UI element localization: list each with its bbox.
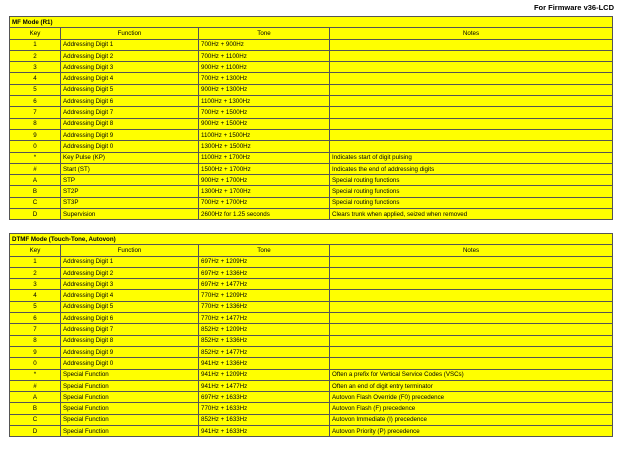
- mf-table-title: MF Mode (R1): [10, 17, 613, 28]
- table-row: [10, 392, 613, 403]
- tone-cell: 900Hz + 1500Hz: [199, 118, 330, 129]
- notes-cell: Indicates the end of addressing digits: [330, 163, 613, 174]
- notes-cell: Autovon Immediate (I) precedence: [330, 414, 613, 425]
- function-cell: Addressing Digit 1: [61, 39, 199, 50]
- table-row: [10, 301, 613, 312]
- key-cell: 8: [10, 118, 61, 129]
- notes-cell: [330, 301, 613, 312]
- function-cell: Addressing Digit 0: [61, 358, 199, 369]
- notes-cell: [330, 50, 613, 61]
- column-header-function: Function: [61, 245, 199, 256]
- function-cell: Addressing Digit 7: [61, 324, 199, 335]
- function-cell: Addressing Digit 6: [61, 96, 199, 107]
- function-cell: Addressing Digit 4: [61, 290, 199, 301]
- table-row: [10, 414, 613, 425]
- column-header-tone: Tone: [199, 28, 330, 39]
- notes-cell: [330, 107, 613, 118]
- notes-cell: [330, 73, 613, 84]
- function-cell: Addressing Digit 8: [61, 118, 199, 129]
- notes-cell: [330, 39, 613, 50]
- firmware-version-label: For Firmware v36-LCD: [533, 3, 614, 12]
- table-row: [10, 358, 613, 369]
- notes-cell: [330, 129, 613, 140]
- table-row: [10, 50, 613, 61]
- key-cell: A: [10, 175, 61, 186]
- column-header-notes: Notes: [330, 245, 613, 256]
- function-cell: Addressing Digit 2: [61, 50, 199, 61]
- key-cell: D: [10, 426, 61, 437]
- function-cell: Addressing Digit 8: [61, 335, 199, 346]
- mf-mode-table: [9, 16, 613, 220]
- notes-cell: [330, 84, 613, 95]
- key-cell: 6: [10, 313, 61, 324]
- tone-cell: 900Hz + 1300Hz: [199, 84, 330, 95]
- column-header-key: Key: [10, 28, 61, 39]
- table-row: [10, 197, 613, 208]
- key-cell: 1: [10, 39, 61, 50]
- tone-cell: 770Hz + 1633Hz: [199, 403, 330, 414]
- table-row: [10, 380, 613, 391]
- function-cell: Addressing Digit 9: [61, 346, 199, 357]
- key-cell: B: [10, 403, 61, 414]
- table-row: [10, 73, 613, 84]
- notes-cell: [330, 279, 613, 290]
- function-cell: ST2P: [61, 186, 199, 197]
- notes-cell: Special routing functions: [330, 197, 613, 208]
- function-cell: ST3P: [61, 197, 199, 208]
- notes-cell: Special routing functions: [330, 186, 613, 197]
- notes-cell: Indicates start of digit pulsing: [330, 152, 613, 163]
- function-cell: Addressing Digit 5: [61, 301, 199, 312]
- key-cell: 7: [10, 107, 61, 118]
- table-row: [10, 163, 613, 174]
- table-row: [10, 324, 613, 335]
- tone-cell: 700Hz + 1100Hz: [199, 50, 330, 61]
- key-cell: 7: [10, 324, 61, 335]
- key-cell: C: [10, 197, 61, 208]
- tone-cell: 770Hz + 1336Hz: [199, 301, 330, 312]
- notes-cell: Autovon Flash Override (F0) precedence: [330, 392, 613, 403]
- function-cell: Special Function: [61, 426, 199, 437]
- key-cell: D: [10, 209, 61, 220]
- table-row: [10, 369, 613, 380]
- tone-cell: 852Hz + 1336Hz: [199, 335, 330, 346]
- notes-cell: [330, 118, 613, 129]
- column-header-key: Key: [10, 245, 61, 256]
- tone-cell: 1300Hz + 1500Hz: [199, 141, 330, 152]
- table-row: [10, 107, 613, 118]
- function-cell: Special Function: [61, 392, 199, 403]
- column-header-function: Function: [61, 28, 199, 39]
- notes-cell: [330, 141, 613, 152]
- table-row: [10, 279, 613, 290]
- tone-cell: 2600Hz for 1.25 seconds: [199, 209, 330, 220]
- notes-cell: [330, 267, 613, 278]
- tone-cell: 852Hz + 1633Hz: [199, 414, 330, 425]
- notes-cell: [330, 313, 613, 324]
- key-cell: 5: [10, 84, 61, 95]
- table-row: [10, 62, 613, 73]
- tone-cell: 1100Hz + 1700Hz: [199, 152, 330, 163]
- table-row: [10, 129, 613, 140]
- key-cell: 9: [10, 346, 61, 357]
- key-cell: 2: [10, 50, 61, 61]
- tone-cell: 697Hz + 1336Hz: [199, 267, 330, 278]
- tone-cell: 697Hz + 1209Hz: [199, 256, 330, 267]
- notes-cell: [330, 335, 613, 346]
- function-cell: Addressing Digit 6: [61, 313, 199, 324]
- key-cell: 4: [10, 73, 61, 84]
- notes-cell: Clears trunk when applied, seized when removed: [330, 209, 613, 220]
- key-cell: B: [10, 186, 61, 197]
- key-cell: 2: [10, 267, 61, 278]
- key-cell: #: [10, 380, 61, 391]
- function-cell: Addressing Digit 7: [61, 107, 199, 118]
- table-row: [10, 84, 613, 95]
- key-cell: 8: [10, 335, 61, 346]
- table-row: [10, 346, 613, 357]
- tone-cell: 852Hz + 1209Hz: [199, 324, 330, 335]
- table-row: [10, 186, 613, 197]
- key-cell: 6: [10, 96, 61, 107]
- function-cell: Supervision: [61, 209, 199, 220]
- key-cell: 3: [10, 279, 61, 290]
- tone-cell: 770Hz + 1477Hz: [199, 313, 330, 324]
- function-cell: STP: [61, 175, 199, 186]
- tone-cell: 900Hz + 1100Hz: [199, 62, 330, 73]
- tone-cell: 900Hz + 1700Hz: [199, 175, 330, 186]
- function-cell: Addressing Digit 3: [61, 279, 199, 290]
- key-cell: 0: [10, 141, 61, 152]
- function-cell: Addressing Digit 9: [61, 129, 199, 140]
- notes-cell: [330, 256, 613, 267]
- function-cell: Start (ST): [61, 163, 199, 174]
- tone-cell: 1100Hz + 1500Hz: [199, 129, 330, 140]
- column-header-notes: Notes: [330, 28, 613, 39]
- table-row: [10, 209, 613, 220]
- dtmf-mode-table: [9, 233, 613, 437]
- notes-cell: [330, 358, 613, 369]
- table-row: [10, 267, 613, 278]
- tone-cell: 697Hz + 1477Hz: [199, 279, 330, 290]
- table-row: [10, 175, 613, 186]
- key-cell: 1: [10, 256, 61, 267]
- table-row: [10, 152, 613, 163]
- key-cell: *: [10, 152, 61, 163]
- dtmf-table-title: DTMF Mode (Touch-Tone, Autovon): [10, 234, 613, 245]
- notes-cell: Autovon Flash (F) precedence: [330, 403, 613, 414]
- table-row: [10, 403, 613, 414]
- notes-cell: [330, 346, 613, 357]
- function-cell: Special Function: [61, 369, 199, 380]
- notes-cell: [330, 62, 613, 73]
- key-cell: 5: [10, 301, 61, 312]
- tone-cell: 770Hz + 1209Hz: [199, 290, 330, 301]
- notes-cell: Autovon Priority (P) precedence: [330, 426, 613, 437]
- notes-cell: Often an end of digit entry terminator: [330, 380, 613, 391]
- function-cell: Addressing Digit 0: [61, 141, 199, 152]
- function-cell: Addressing Digit 4: [61, 73, 199, 84]
- function-cell: Special Function: [61, 380, 199, 391]
- table-row: [10, 118, 613, 129]
- key-cell: *: [10, 369, 61, 380]
- tone-cell: 941Hz + 1633Hz: [199, 426, 330, 437]
- function-cell: Addressing Digit 3: [61, 62, 199, 73]
- tone-cell: 941Hz + 1477Hz: [199, 380, 330, 391]
- table-row: [10, 290, 613, 301]
- function-cell: Special Function: [61, 403, 199, 414]
- table-row: [10, 256, 613, 267]
- tone-cell: 700Hz + 1300Hz: [199, 73, 330, 84]
- tone-cell: 941Hz + 1336Hz: [199, 358, 330, 369]
- tone-cell: 700Hz + 900Hz: [199, 39, 330, 50]
- table-row: [10, 426, 613, 437]
- table-row: [10, 141, 613, 152]
- function-cell: Addressing Digit 1: [61, 256, 199, 267]
- key-cell: 4: [10, 290, 61, 301]
- tone-cell: 697Hz + 1633Hz: [199, 392, 330, 403]
- tone-cell: 700Hz + 1500Hz: [199, 107, 330, 118]
- function-cell: Addressing Digit 2: [61, 267, 199, 278]
- tone-cell: 700Hz + 1700Hz: [199, 197, 330, 208]
- key-cell: 9: [10, 129, 61, 140]
- tone-cell: 941Hz + 1209Hz: [199, 369, 330, 380]
- notes-cell: Special routing functions: [330, 175, 613, 186]
- function-cell: Addressing Digit 5: [61, 84, 199, 95]
- table-row: [10, 96, 613, 107]
- function-cell: Special Function: [61, 414, 199, 425]
- key-cell: 0: [10, 358, 61, 369]
- table-row: [10, 39, 613, 50]
- table-row: [10, 335, 613, 346]
- key-cell: 3: [10, 62, 61, 73]
- tone-cell: 1300Hz + 1700Hz: [199, 186, 330, 197]
- function-cell: Key Pulse (KP): [61, 152, 199, 163]
- tone-cell: 1500Hz + 1700Hz: [199, 163, 330, 174]
- notes-cell: [330, 96, 613, 107]
- key-cell: A: [10, 392, 61, 403]
- notes-cell: [330, 324, 613, 335]
- key-cell: #: [10, 163, 61, 174]
- table-row: [10, 313, 613, 324]
- column-header-tone: Tone: [199, 245, 330, 256]
- key-cell: C: [10, 414, 61, 425]
- notes-cell: [330, 290, 613, 301]
- notes-cell: Often a prefix for Vertical Service Codes (VSCs): [330, 369, 613, 380]
- tone-cell: 852Hz + 1477Hz: [199, 346, 330, 357]
- tone-cell: 1100Hz + 1300Hz: [199, 96, 330, 107]
